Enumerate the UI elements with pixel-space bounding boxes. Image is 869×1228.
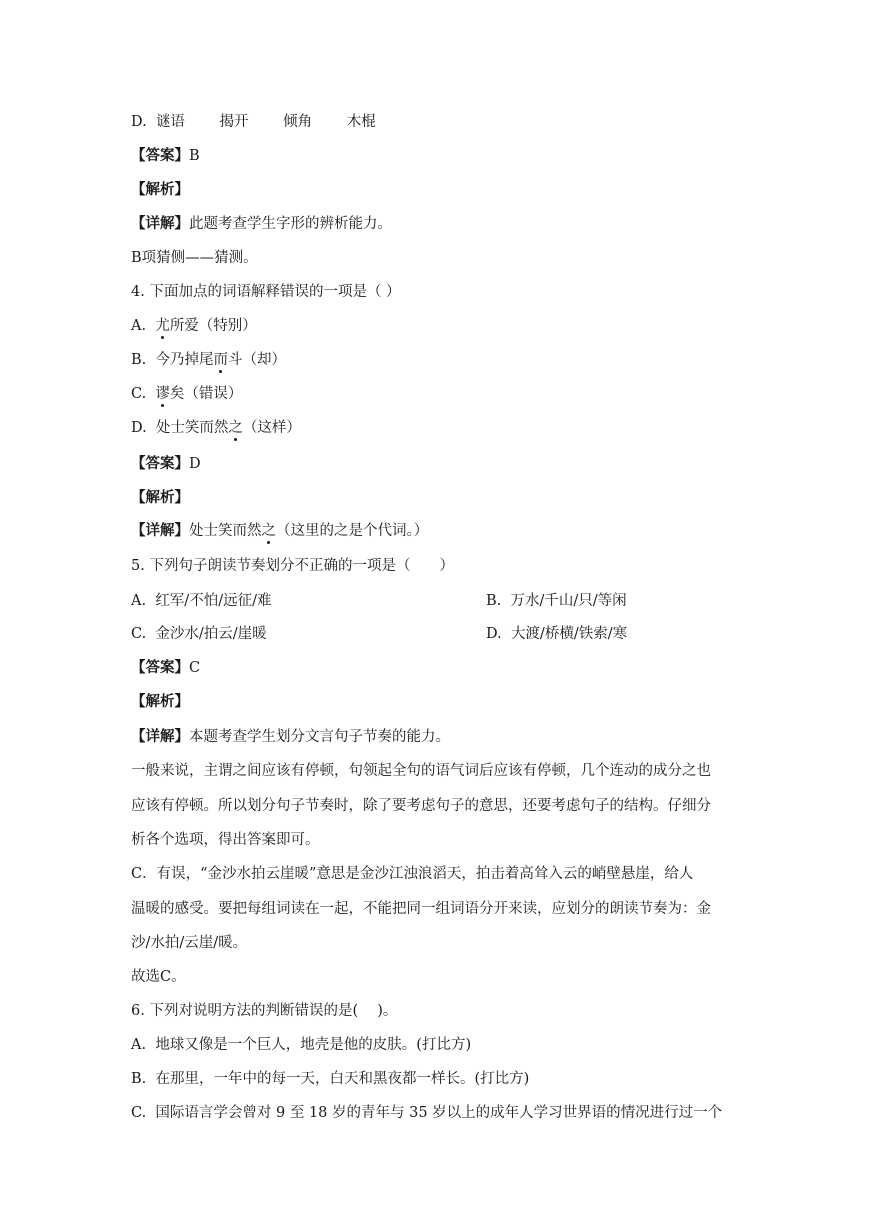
detail-text: 处士笑而然 — [189, 523, 262, 539]
q4-stem: 4. 下面加点的词语解释错误的一项是（ ） — [131, 284, 401, 300]
q5-paragraph2-line: 沙/水拍/云崖/暖。 — [131, 935, 248, 951]
q5-paragraph1-line: 一般来说，主谓之间应该有停顿，句领起全句的语气词后应该有停顿，几个连动的成分之也 — [131, 763, 711, 779]
option-word: 倾角 — [283, 114, 313, 130]
option-letter: A. — [131, 318, 147, 334]
option-text: 今乃掉尾 — [155, 352, 214, 368]
q5-option-a — [131, 591, 271, 611]
q6-option-c — [131, 1103, 722, 1123]
dotted-char: 谬 — [155, 386, 170, 402]
q3-detail — [131, 214, 392, 234]
option-letter: B. — [131, 1071, 147, 1087]
dotted-char: 之 — [261, 523, 276, 539]
answer-value: B — [189, 148, 200, 164]
option-text: 地球又像是一个巨人，地壳是他的皮肤。(打比方) — [155, 1037, 472, 1053]
q4-answer — [131, 454, 201, 474]
option-text: 矣（错误） — [169, 386, 243, 402]
q4-option-d — [131, 418, 301, 438]
q6-option-b — [131, 1069, 529, 1089]
q5-option-c — [131, 624, 267, 644]
option-text: 金沙水/拍云/崖暖 — [155, 626, 267, 642]
option-text: 红军/不怕/远征/难 — [155, 593, 272, 609]
q4-analysis: 【解析】 — [131, 489, 189, 506]
answer-label: 【答案】 — [131, 659, 189, 676]
dotted-char: 尤 — [155, 318, 170, 334]
answer-value: D — [189, 456, 201, 472]
q6-stem: 6. 下列对说明方法的判断错误的是( )。 — [131, 1003, 398, 1019]
q4-option-a — [131, 316, 257, 336]
option-letter: D. — [131, 114, 147, 130]
q6-option-a — [131, 1035, 471, 1055]
option-word: 木棍 — [346, 114, 376, 130]
option-text: 斗（却） — [227, 352, 286, 368]
dotted-char: 而 — [213, 352, 228, 368]
q3-answer — [131, 146, 200, 166]
q5-paragraph2-line: C．有误，“金沙水拍云崖暖”意思是金沙江浊浪滔天，拍击着高耸入云的峭壁悬崖，给人 — [131, 866, 694, 882]
q3-option-d — [131, 112, 376, 132]
option-letter: C. — [131, 626, 147, 642]
q5-stem: 5. 下列句子朗读节奏划分不正确的一项是（ ） — [131, 558, 454, 574]
option-text: 国际语言学会曾对 9 至 18 岁的青年与 35 岁以上的成年人学习世界语的情况进行过一个 — [155, 1105, 723, 1121]
option-word: 谜语 — [155, 114, 185, 130]
option-letter: A. — [131, 593, 147, 609]
option-word: 揭开 — [219, 114, 249, 130]
detail-text: 此题考查学生字形的辨析能力。 — [189, 216, 392, 232]
q5-detail — [131, 727, 450, 747]
q5-option-d — [486, 624, 627, 644]
option-letter: C. — [131, 386, 147, 402]
answer-label: 【答案】 — [131, 147, 189, 164]
answer-value: C — [189, 660, 201, 676]
q5-paragraph1-line: 析各个选项，得出答案即可。 — [131, 832, 320, 848]
q3-note: B项猜侧——猜测。 — [131, 250, 258, 266]
detail-label: 【详解】 — [131, 215, 189, 232]
option-letter: B. — [486, 593, 502, 609]
detail-label: 【详解】 — [131, 728, 189, 745]
dotted-char: 之 — [228, 420, 243, 436]
option-letter: C. — [131, 1105, 147, 1121]
q4-option-c — [131, 384, 242, 404]
q5-conclusion: 故选C。 — [131, 969, 186, 985]
option-letter: A. — [131, 1037, 147, 1053]
option-text: 所爱（特别） — [169, 318, 257, 334]
option-letter: D. — [486, 626, 502, 642]
detail-text: 本题考查学生划分文言句子节奏的能力。 — [189, 729, 450, 745]
option-text: 大渡/桥横/铁索/寒 — [510, 626, 628, 642]
q4-detail — [131, 521, 428, 541]
option-letter: B. — [131, 352, 147, 368]
answer-label: 【答案】 — [131, 455, 189, 472]
option-text: 在那里，一年中的每一天，白天和黑夜都一样长。(打比方) — [155, 1071, 530, 1087]
option-text: （这样） — [242, 420, 301, 436]
q5-option-b — [486, 591, 627, 611]
q4-option-b — [131, 350, 286, 370]
detail-text: （这里的之是个代词。） — [276, 523, 429, 539]
q5-answer — [131, 658, 200, 678]
q5-paragraph2-line: 温暖的感受。要把每组词读在一起，不能把同一组词语分开来读，应划分的朗读节奏为：金 — [131, 901, 711, 917]
q5-analysis: 【解析】 — [131, 693, 189, 710]
option-letter: D. — [131, 420, 147, 436]
q5-paragraph1-line: 应该有停顿。所以划分句子节奏时，除了要考虑句子的意思，还要考虑句子的结构。仔细分 — [131, 798, 711, 814]
q3-analysis: 【解析】 — [131, 181, 189, 198]
option-text: 处士笑而然 — [155, 420, 229, 436]
option-text: 万水/千山/只/等闲 — [510, 593, 627, 609]
detail-label: 【详解】 — [131, 522, 189, 539]
